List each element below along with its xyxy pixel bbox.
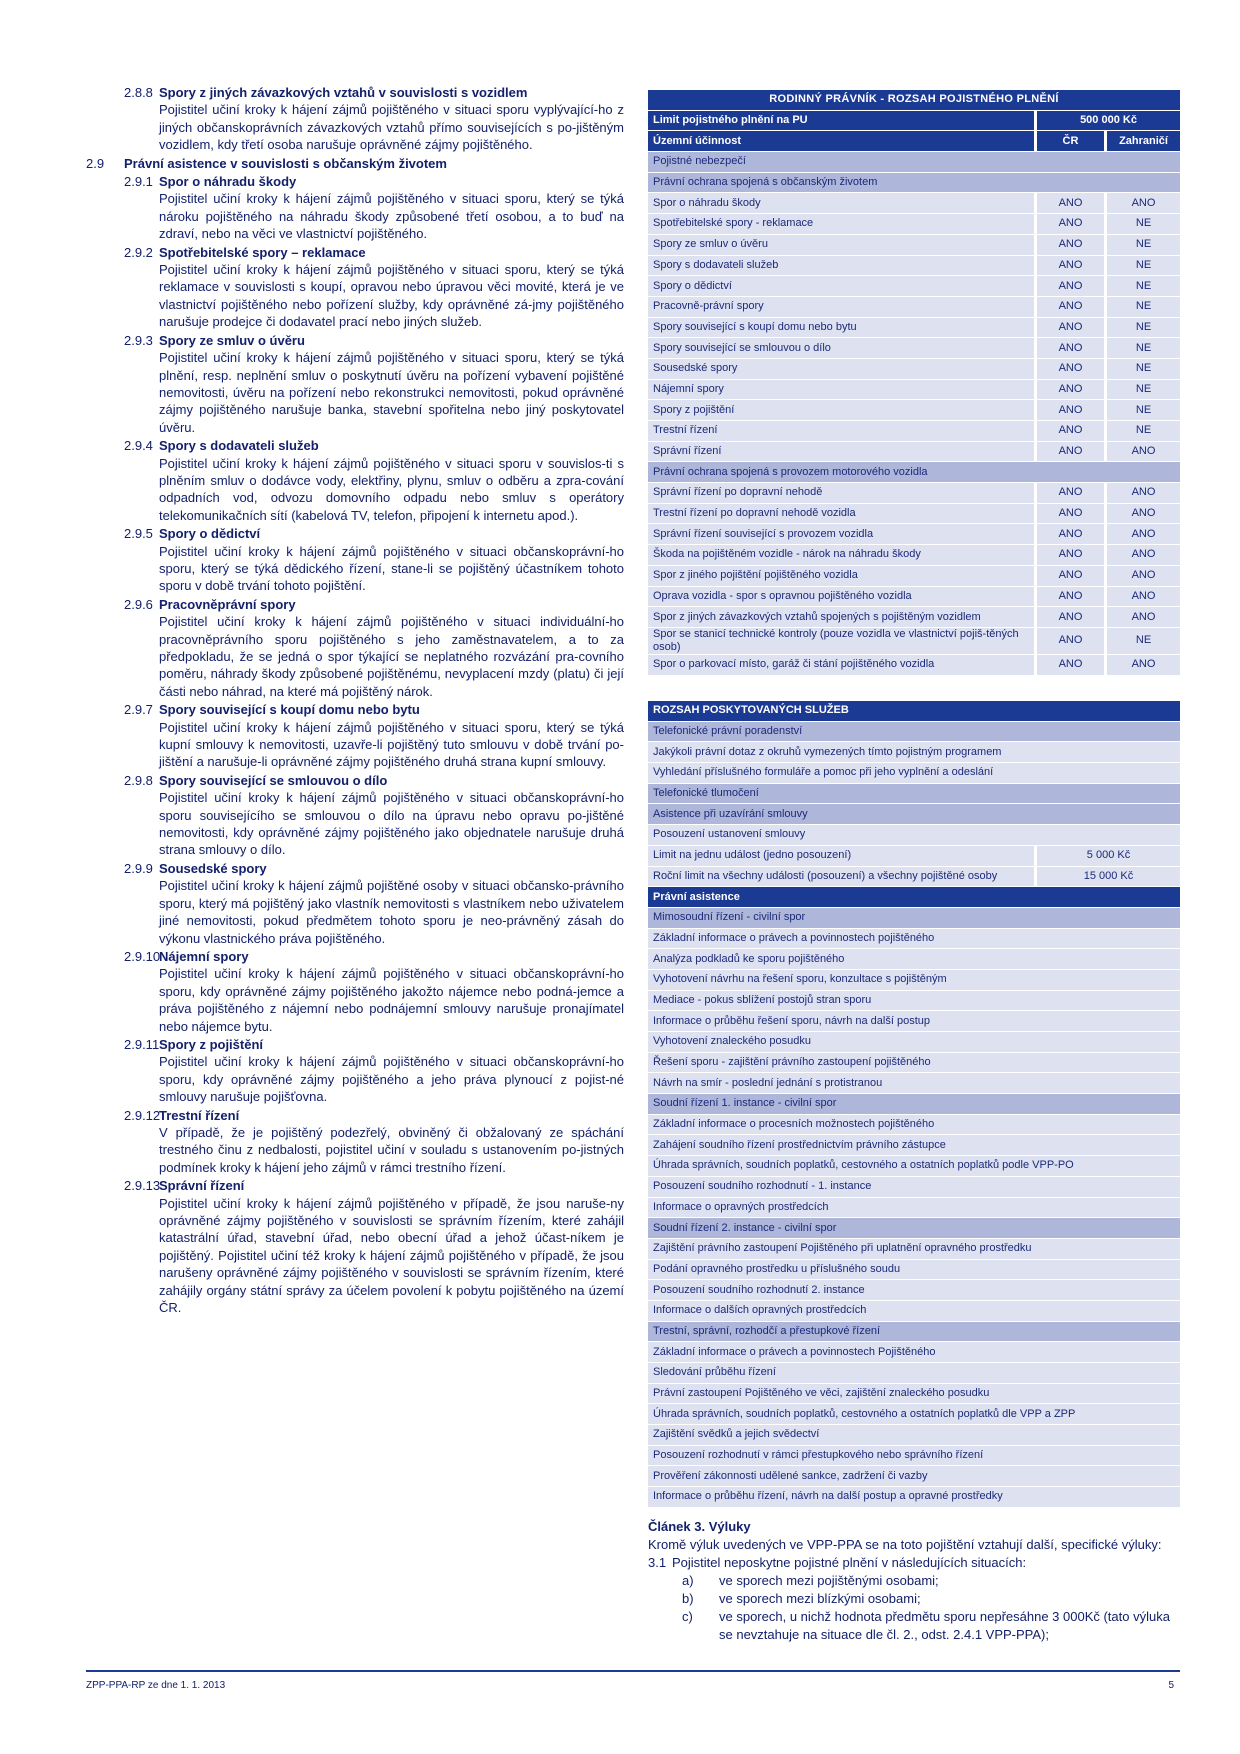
service-row: [648, 1011, 1180, 1031]
coverage-abroad-value: NE: [1104, 256, 1180, 276]
coverage-cr-value: ANO: [1034, 338, 1104, 358]
risks-label: Pojistné nebezpečí: [648, 152, 1180, 172]
service-section-row-label: Soudní řízení 1. instance - civilní spor: [648, 1094, 1180, 1114]
coverage-table: [648, 89, 1180, 676]
section-number: 2.9.1: [124, 174, 153, 190]
coverage-abroad-value: NE: [1104, 628, 1180, 654]
service-limit-label: Roční limit na všechny události (posouzení) a všechny pojištěné osoby: [648, 867, 1034, 887]
service-row-label: Podání opravného prostředku u příslušného soudu: [648, 1260, 1180, 1280]
coverage-abroad-value: NE: [1104, 276, 1180, 296]
section-title: Trestní řízení: [159, 1107, 240, 1123]
coverage-row-label: Oprava vozidla - spor s opravnou pojištěného vozidla: [648, 587, 1034, 607]
service-section-row: [648, 722, 1180, 742]
section-number: 2.9.7: [124, 702, 153, 718]
section-body: Pojistitel učiní kroky k hájení zájmů pojištěného v situaci občanskoprávní-ho sporu, který se týká dědického řízení, stane-li se pojištěný účastníkem tohoto sporu v době trvání tohoto pojištění.: [159, 543, 624, 594]
section-body: Pojistitel učiní kroky k hájení zájmů pojištěného v situaci sporu, který se týká reklamace v souvislosti s koupí, opravou nebo úpravou věci movité, která je ve vlastnictví pojištěného nebo pořízení služby, kdy oprávněné zá-jmy pojištěného narušuje prodejce či dodavatel prací nebo jiných služeb.: [159, 262, 624, 330]
coverage-row: [648, 607, 1180, 627]
service-section-row-label: Trestní, správní, rozhodčí a přestupkové řízení: [648, 1322, 1180, 1342]
coverage-abroad-value: ANO: [1104, 193, 1180, 213]
civil-rows: [648, 193, 1180, 461]
coverage-row-label: Spory související s koupí domu nebo bytu: [648, 318, 1034, 338]
coverage-row: [648, 566, 1180, 586]
exclusion-list-item: [648, 1608, 1180, 1644]
section-title: Spory o dědictví: [159, 526, 261, 542]
coverage-row: [648, 524, 1180, 544]
service-row: [648, 1198, 1180, 1218]
coverage-row-label: Spory ze smluv o úvěru: [648, 235, 1034, 255]
service-row-label: Posouzení ustanovení smlouvy: [648, 825, 1180, 845]
coverage-cr-value: ANO: [1034, 655, 1104, 675]
section-title: Spory ze smluv o úvěru: [159, 332, 305, 348]
coverage-row-label: Trestní řízení: [648, 421, 1034, 441]
service-row: [648, 1466, 1180, 1486]
exclusions-intro: Kromě výluk uvedených ve VPP-PPA se na toto pojištění vztahují další, specifické výluky:: [648, 1537, 1162, 1552]
service-row: [648, 763, 1180, 783]
service-row: [648, 949, 1180, 969]
service-row: [648, 1177, 1180, 1197]
service-row: [648, 1053, 1180, 1073]
coverage-abroad-value: NE: [1104, 214, 1180, 234]
coverage-row-label: Správní řízení související s provozem vozidla: [648, 524, 1034, 544]
service-row: [648, 1425, 1180, 1445]
coverage-cr-value: ANO: [1034, 297, 1104, 317]
group-vehicle-label: Právní ochrana spojená s provozem motorového vozidla: [648, 462, 1180, 482]
coverage-row-label: Spory z pojištění: [648, 400, 1034, 420]
section-number: 2.9.6: [124, 596, 153, 612]
service-limit-row: [648, 846, 1180, 866]
service-row-label: Prověření zákonnosti udělené sankce, zadržení či vazby: [648, 1466, 1180, 1486]
service-row: [648, 1404, 1180, 1424]
coverage-row: [648, 297, 1180, 317]
service-row: [648, 1032, 1180, 1052]
service-group-row-label: Právní asistence: [648, 887, 1180, 907]
coverage-cr-value: ANO: [1034, 380, 1104, 400]
coverage-cr-value: ANO: [1034, 483, 1104, 503]
exclusion-list-item: [648, 1590, 1180, 1608]
service-row-label: Základní informace o právech a povinnostech pojištěného: [648, 929, 1180, 949]
service-section-row-label: Soudní řízení 2. instance - civilní spor: [648, 1218, 1180, 1238]
service-section-row: [648, 908, 1180, 928]
coverage-abroad-value: ANO: [1104, 545, 1180, 565]
service-row: [648, 1363, 1180, 1383]
section-2-9-4: [86, 437, 624, 524]
coverage-cr-value: ANO: [1034, 318, 1104, 338]
coverage-abroad-value: ANO: [1104, 587, 1180, 607]
exclusion-item-3-1: [648, 1554, 1180, 1572]
service-row: [648, 1115, 1180, 1135]
coverage-row-label: Spor z jiného pojištění pojištěného vozidla: [648, 566, 1034, 586]
section-number: 2.9.8: [124, 772, 153, 788]
service-row-label: Informace o průběhu řízení, návrh na další postup a opravné prostředky: [648, 1487, 1180, 1507]
service-row-label: Informace o dalších opravných prostředcích: [648, 1301, 1180, 1321]
coverage-table-wrapper: [648, 89, 1180, 676]
service-row-label: Návrh na smír - poslední jednání s protistranou: [648, 1073, 1180, 1093]
coverage-row: [648, 276, 1180, 296]
service-row: [648, 1301, 1180, 1321]
coverage-abroad-value: NE: [1104, 359, 1180, 379]
coverage-row-label: Spor z jiných závazkových vztahů spojených s pojištěným vozidlem: [648, 607, 1034, 627]
section-number: 2.9: [86, 155, 105, 171]
coverage-row: [648, 628, 1180, 654]
section-title: Spory související s koupí domu nebo bytu: [159, 702, 420, 718]
coverage-row-label: Spory s dodavateli služeb: [648, 256, 1034, 276]
coverage-cr-value: ANO: [1034, 545, 1104, 565]
section-number: 2.9.12: [124, 1107, 161, 1123]
coverage-row: [648, 421, 1180, 441]
exclusion-list-letter: a): [682, 1573, 694, 1588]
service-row-label: Vyhledání příslušného formuláře a pomoc při jeho vyplnění a odeslání: [648, 763, 1180, 783]
service-section-row-label: Mimosoudní řízení - civilní spor: [648, 908, 1180, 928]
services-table-wrapper: [648, 700, 1180, 1508]
section-number: 2.9.2: [124, 244, 153, 260]
service-limit-row: [648, 867, 1180, 887]
coverage-abroad-value: ANO: [1104, 524, 1180, 544]
coverage-row-label: Spory o dědictví: [648, 276, 1034, 296]
risks-row: [648, 152, 1180, 172]
section-body: Pojistitel učiní kroky k hájení zájmů pojištěného v situaci sporu, který se týká kupní smlouvy k nemovitosti, uzavře-li pojištěný tuto smlouvu v době trvání po-jištění a narušuje-li oprávněné zájmy pojištěného druhá strana kupní smlouvy.: [159, 719, 624, 770]
coverage-cr-value: ANO: [1034, 524, 1104, 544]
coverage-row: [648, 256, 1180, 276]
section-title: Pracovněprávní spory: [159, 596, 296, 612]
service-section-row-label: Telefonické tlumočení: [648, 784, 1180, 804]
services-table: [648, 700, 1180, 1508]
group-civil-row: [648, 173, 1180, 193]
coverage-abroad-value: NE: [1104, 400, 1180, 420]
service-section-row: [648, 1094, 1180, 1114]
coverage-cr-value: ANO: [1034, 193, 1104, 213]
coverage-abroad-value: ANO: [1104, 483, 1180, 503]
coverage-abroad-value: NE: [1104, 380, 1180, 400]
coverage-cr-value: ANO: [1034, 256, 1104, 276]
service-row-label: Posouzení rozhodnutí v rámci přestupkového nebo správního řízení: [648, 1446, 1180, 1466]
coverage-cr-value: ANO: [1034, 504, 1104, 524]
service-row: [648, 1280, 1180, 1300]
section-2-9-3: [86, 332, 624, 436]
service-row-label: Řešení sporu - zajištění právního zastoupení pojištěného: [648, 1053, 1180, 1073]
service-row-label: Zajištění svědků a jejich svědectví: [648, 1425, 1180, 1445]
section-2-9-7: [86, 701, 624, 771]
section-title: Spory související se smlouvou o dílo: [159, 772, 388, 788]
section-title: Sousedské spory: [159, 860, 267, 876]
service-row-label: Úhrada správních, soudních poplatků, cestovného a ostatních poplatků dle VPP a ZPP: [648, 1404, 1180, 1424]
limit-value: 500 000 Kč: [1034, 111, 1180, 131]
coverage-cr-value: ANO: [1034, 400, 1104, 420]
section-title: Správní řízení: [159, 1178, 245, 1194]
service-row-label: Jakýkoli právní dotaz z okruhů vymezených tímto pojistným programem: [648, 742, 1180, 762]
section-title: Právní asistence v souvislosti s občanským životem: [124, 155, 447, 171]
coverage-cr-value: ANO: [1034, 607, 1104, 627]
col-abroad-header: Zahraničí: [1104, 131, 1180, 151]
col-cr-header: ČR: [1034, 131, 1104, 151]
section-body: Pojistitel učiní kroky k hájení zájmů pojištěného v situaci sporu vyplývající-ho z jiných občanskoprávních závazkových vztahů přímo souvisejících s po-jištěným vozidlem, kdy třetí osoba narušuje oprávněné zájmy pojištěného.: [159, 102, 624, 153]
section-title: Spor o náhradu škody: [159, 174, 297, 190]
service-row-label: Vyhotovení znaleckého posudku: [648, 1032, 1180, 1052]
coverage-row: [648, 504, 1180, 524]
service-row-label: Posouzení soudního rozhodnutí - 1. instance: [648, 1177, 1180, 1197]
section-2-8-8: [86, 84, 624, 154]
coverage-abroad-value: NE: [1104, 338, 1180, 358]
coverage-row-label: Sousedské spory: [648, 359, 1034, 379]
coverage-abroad-value: ANO: [1104, 504, 1180, 524]
service-row-label: Právní zastoupení Pojištěného ve věci, zajištění znaleckého posudku: [648, 1384, 1180, 1404]
coverage-row-label: Škoda na pojištěném vozidle - nárok na náhradu škody: [648, 545, 1034, 565]
section-title: Spory z jiných závazkových vztahů v souvislosti s vozidlem: [159, 85, 528, 100]
coverage-table-title: RODINNÝ PRÁVNÍK - ROZSAH POJISTNÉHO PLNĚNÍ: [648, 90, 1180, 110]
exclusion-list-text: ve sporech mezi pojištěnými osobami;: [719, 1573, 939, 1588]
coverage-cr-value: ANO: [1034, 214, 1104, 234]
service-row-label: Mediace - pokus sblížení postojů stran sporu: [648, 991, 1180, 1011]
exclusion-item-text: Pojistitel neposkytne pojistné plnění v následujících situacích:: [672, 1555, 1027, 1570]
coverage-row-label: Trestní řízení po dopravní nehodě vozidla: [648, 504, 1034, 524]
coverage-row-label: Spor se stanicí technické kontroly (pouze vozidla ve vlastnictví pojiš-těných osob): [648, 628, 1034, 654]
section-title: Spotřebitelské spory – reklamace: [159, 244, 366, 260]
section-2-9: [86, 155, 624, 172]
service-row: [648, 742, 1180, 762]
service-section-row: [648, 784, 1180, 804]
page-number: 5: [1168, 1680, 1174, 1691]
section-2-9-11: [86, 1036, 624, 1106]
section-body: Pojistitel učiní kroky k hájení zájmů pojištěného v situaci občanskoprávní-ho sporu, kdy oprávněné zájmy pojištěného a jeho práva plynoucí z pojist-né smlouvy narušuje pojišťovna.: [159, 1054, 624, 1105]
section-body: Pojistitel učiní kroky k hájení zájmů pojištěného v situaci sporu v souvislos-ti s plněním smluv o dodávce vody, elektřiny, plynu, smluv o odběru a zpra-cování odpadních vod, odvozu domovního odpadu nebo smluv s operátory telekomunikačních sítí (kabelová TV, telefon, připojení k internetu apod.).: [159, 455, 624, 523]
exclusion-list-text: ve sporech mezi blízkými osobami;: [719, 1591, 921, 1606]
service-section-row: [648, 1218, 1180, 1238]
section-title: Spory z pojištění: [159, 1036, 264, 1052]
group-civil-label: Právní ochrana spojená s občanským životem: [648, 173, 1180, 193]
service-row: [648, 1487, 1180, 1507]
service-row: [648, 1446, 1180, 1466]
service-row: [648, 929, 1180, 949]
territory-label: Územní účinnost: [648, 131, 1034, 151]
coverage-row: [648, 655, 1180, 675]
exclusions-section: [648, 1518, 1180, 1644]
service-row-label: Úhrada správních, soudních poplatků, cestovného a ostatních poplatků podle VPP-PO: [648, 1156, 1180, 1176]
service-limit-value: 15 000 Kč: [1034, 867, 1180, 887]
section-body: Pojistitel učiní kroky k hájení zájmů pojištěné osoby v situaci občansko-právního sporu, který má pojištěný jako vlastník nemovitosti s vlastníkem nebo uživatelem jiné nemovitosti, pokud předmětem tohoto sporu je neo-právněný zásah do výkonu vlastnického práva pojištěného.: [159, 878, 624, 946]
services-rows: [648, 722, 1180, 1507]
services-table-title: ROZSAH POSKYTOVANÝCH SLUŽEB: [648, 701, 1180, 721]
coverage-cr-value: ANO: [1034, 276, 1104, 296]
coverage-cr-value: ANO: [1034, 442, 1104, 462]
coverage-row: [648, 359, 1180, 379]
section-number: 2.9.11: [124, 1036, 160, 1052]
service-row: [648, 1342, 1180, 1362]
exclusion-list-letter: b): [682, 1591, 694, 1606]
service-limit-label: Limit na jednu událost (jedno posouzení): [648, 846, 1034, 866]
section-number: 2.9.9: [124, 860, 153, 876]
section-number: 2.9.4: [124, 438, 153, 454]
service-row: [648, 1135, 1180, 1155]
section-body: Pojistitel učiní kroky k hájení zájmů pojištěného v situaci sporu, který se týká nároku pojištěného na náhradu škody způsobené třetí osobou, a to buď na zdraví, nebo na věci ve vlastnictví pojištěného.: [159, 191, 624, 242]
coverage-abroad-value: NE: [1104, 318, 1180, 338]
limit-label: Limit pojistného plnění na PU: [648, 111, 1034, 131]
coverage-abroad-value: ANO: [1104, 607, 1180, 627]
service-row-label: Sledování průběhu řízení: [648, 1363, 1180, 1383]
section-2-9-1: [86, 173, 624, 243]
exclusions-heading: Článek 3. Výluky: [648, 1519, 751, 1534]
coverage-row-label: Správní řízení po dopravní nehodě: [648, 483, 1034, 503]
coverage-row-label: Spotřebitelské spory - reklamace: [648, 214, 1034, 234]
coverage-abroad-value: NE: [1104, 421, 1180, 441]
service-row: [648, 825, 1180, 845]
coverage-row: [648, 400, 1180, 420]
footer-document-id: ZPP-PPA-RP ze dne 1. 1. 2013: [86, 1680, 226, 1691]
coverage-cr-value: ANO: [1034, 566, 1104, 586]
section-body: Pojistitel učiní kroky k hájení zájmů pojištěného v situaci občanskoprávní-ho sporu souvisejícího se smlouvou o dílo na úpravu nebo opravu po-jištěné nemovitosti, kdy oprávněné zájmy pojištěného jako objednatele narušuje druhá strana smlouvy o dílo.: [159, 790, 624, 858]
section-2-9-6: [86, 596, 624, 700]
service-group-row: [648, 887, 1180, 907]
coverage-row: [648, 442, 1180, 462]
coverage-row: [648, 587, 1180, 607]
section-number: 2.9.13: [124, 1178, 161, 1194]
service-row-label: Základní informace o procesních možnostech pojištěného: [648, 1115, 1180, 1135]
coverage-row: [648, 483, 1180, 503]
section-body: Pojistitel učiní kroky k hájení zájmů pojištěného v situaci sporu, který se týká plnění, resp. neplnění smluv o poskytnutí úvěru na pořízení vybavení pojištěné nemovitosti, úvěru na pořízení nebo rekonstrukci nemovitosti, pokud oprávněné zájmy pojištěného narušuje banka, stavební spořitelna nebo jiný poskytovatel úvěru.: [159, 350, 624, 435]
group-vehicle-row: [648, 462, 1180, 482]
coverage-row-label: Spor o parkovací místo, garáž či stání pojištěného vozidla: [648, 655, 1034, 675]
coverage-cr-value: ANO: [1034, 421, 1104, 441]
coverage-row-label: Spory související se smlouvou o dílo: [648, 338, 1034, 358]
service-row: [648, 1239, 1180, 1259]
section-2-9-2: [86, 244, 624, 331]
vehicle-rows: [648, 483, 1180, 675]
left-column: [86, 84, 624, 1317]
limit-row: [648, 111, 1180, 131]
service-row-label: Zahájení soudního řízení prostřednictvím právního zástupce: [648, 1135, 1180, 1155]
footer-divider: [86, 1670, 1180, 1672]
section-2-9-5: [86, 525, 624, 595]
service-row-label: Informace o průběhu řešení sporu, návrh na další postup: [648, 1011, 1180, 1031]
section-body: V případě, že je pojištěný podezřelý, obviněný či obžalovaný ze spáchání trestného činu z nedbalosti, pojistitel učiní v souladu s ustanovením po-jistných podmínek kroky k hájení jeho zájmů v rámci trestního řízení.: [159, 1124, 624, 1175]
exclusion-list-item: [648, 1572, 1180, 1590]
service-row-label: Analýza podkladů ke sporu pojištěného: [648, 949, 1180, 969]
coverage-abroad-value: ANO: [1104, 655, 1180, 675]
exclusion-list-text: ve sporech, u nichž hodnota předmětu sporu nepřesáhne 3 000Kč (tato výluka se nevztahuje na situace dle čl. 2., odst. 2.4.1 VPP-PPA);: [719, 1609, 1170, 1642]
coverage-abroad-value: NE: [1104, 235, 1180, 255]
service-row: [648, 1156, 1180, 1176]
section-number: 2.9.10: [124, 948, 161, 964]
exclusion-item-number: 3.1: [648, 1555, 667, 1570]
coverage-row-label: Správní řízení: [648, 442, 1034, 462]
coverage-row: [648, 338, 1180, 358]
coverage-row: [648, 235, 1180, 255]
section-title: Nájemní spory: [159, 948, 249, 964]
section-2-9-8: [86, 772, 624, 859]
coverage-row-label: Pracovně-právní spory: [648, 297, 1034, 317]
coverage-row: [648, 380, 1180, 400]
section-2-9-13: [86, 1177, 624, 1316]
section-2-9-9: [86, 860, 624, 947]
section-2-9-12: [86, 1107, 624, 1177]
coverage-cr-value: ANO: [1034, 235, 1104, 255]
coverage-row: [648, 545, 1180, 565]
service-section-row: [648, 804, 1180, 824]
service-row-label: Základní informace o právech a povinnostech Pojištěného: [648, 1342, 1180, 1362]
territory-row: [648, 131, 1180, 151]
section-body: Pojistitel učiní kroky k hájení zájmů pojištěného v případě, že jsou naruše-ny oprávněné zájmy pojištěného v souvislosti se správním řízením, které zahájil katastrální úřad, stavební úřad, nebo obecní úřad a jehož účast-níkem je pojištěný. Pojistitel učiní též kroky k hájení zájmů pojištěného v případě, že jsou narušeny oprávněné zájmy pojištěného v souvislosti se správním řízením, které zahájily orgány státní správy za účelem povolení k pobytu pojištěného na území ČR.: [159, 1195, 624, 1316]
service-section-row: [648, 1322, 1180, 1342]
service-row: [648, 1073, 1180, 1093]
coverage-cr-value: ANO: [1034, 587, 1104, 607]
service-row-label: Informace o opravných prostředcích: [648, 1198, 1180, 1218]
coverage-cr-value: ANO: [1034, 359, 1104, 379]
coverage-table-title-row: [648, 90, 1180, 110]
section-number: 2.8.8: [124, 85, 153, 100]
service-row-label: Posouzení soudního rozhodnutí 2. instance: [648, 1280, 1180, 1300]
coverage-abroad-value: ANO: [1104, 566, 1180, 586]
section-body: Pojistitel učiní kroky k hájení zájmů pojištěného v situaci občanskoprávní-ho sporu, kdy oprávněné zájmy pojištěného jakožto nájemce nebo podná-jemce a práva pojištěného z nájemní nebo podnájemní smlouvy narušuje pronajímatel nebo nájemce bytu.: [159, 966, 624, 1034]
coverage-cr-value: ANO: [1034, 628, 1104, 654]
service-section-row-label: Telefonické právní poradenství: [648, 722, 1180, 742]
section-number: 2.9.3: [124, 332, 153, 348]
exclusion-list-letter: c): [682, 1609, 693, 1624]
coverage-row: [648, 193, 1180, 213]
service-section-row-label: Asistence při uzavírání smlouvy: [648, 804, 1180, 824]
service-limit-value: 5 000 Kč: [1034, 846, 1180, 866]
section-body: Pojistitel učiní kroky k hájení zájmů pojištěného v situaci individuální-ho pracovněprávního sporu pojištěného s jeho zaměstnavatelem, a to za předpokladu, že se jedná o spor týkající se neplatného rozvázání pra-covního poměru, náhrady škody způsobené pojištěnému, nevyplacení mzdy (platu) či její části nebo náhrad, na které má pojištěný nárok.: [159, 614, 624, 699]
services-table-title-row: [648, 701, 1180, 721]
service-row: [648, 1260, 1180, 1280]
section-number: 2.9.5: [124, 526, 153, 542]
service-row: [648, 991, 1180, 1011]
service-row: [648, 1384, 1180, 1404]
coverage-row: [648, 214, 1180, 234]
section-title: Spory s dodavateli služeb: [159, 438, 319, 454]
coverage-row: [648, 318, 1180, 338]
service-row-label: Zajištění právního zastoupení Pojištěného při uplatnění opravného prostředku: [648, 1239, 1180, 1259]
service-row-label: Vyhotovení návrhu na řešení sporu, konzultace s pojištěným: [648, 970, 1180, 990]
coverage-abroad-value: ANO: [1104, 442, 1180, 462]
coverage-row-label: Nájemní spory: [648, 380, 1034, 400]
coverage-abroad-value: NE: [1104, 297, 1180, 317]
service-row: [648, 970, 1180, 990]
section-2-9-10: [86, 948, 624, 1035]
coverage-row-label: Spor o náhradu škody: [648, 193, 1034, 213]
